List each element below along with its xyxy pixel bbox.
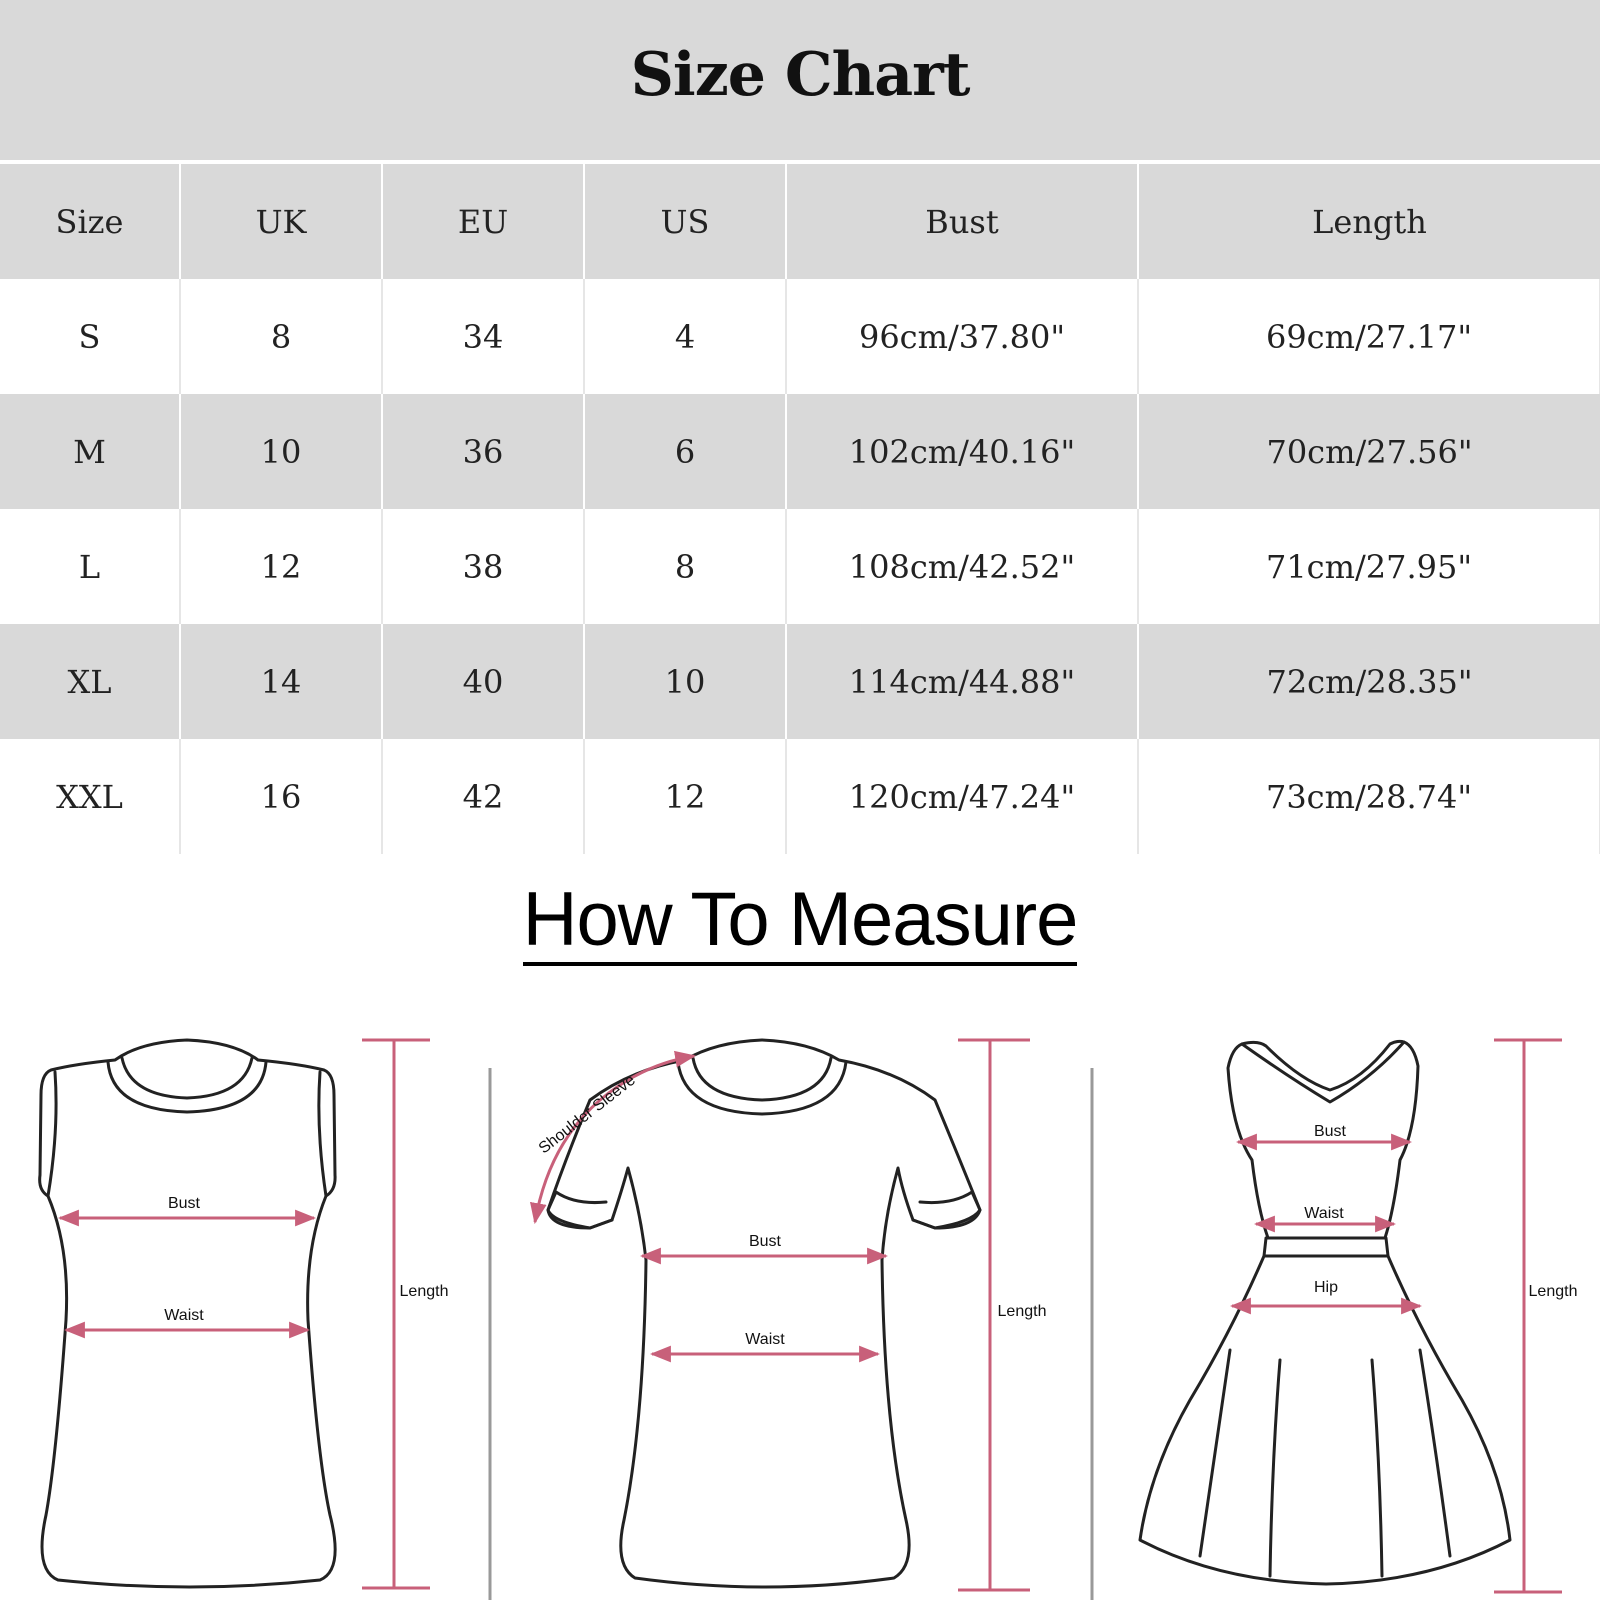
cell-bust: 96cm/37.80" — [786, 279, 1138, 394]
cell-us: 8 — [584, 509, 786, 624]
cell-eu: 38 — [382, 509, 584, 624]
measure-diagram — [0, 1000, 1600, 1600]
table-row — [0, 509, 1600, 624]
cell-size: XXL — [0, 739, 180, 854]
header-size: Size — [0, 164, 180, 279]
cell-us: 6 — [584, 394, 786, 509]
table-row — [0, 279, 1600, 394]
table-row — [0, 394, 1600, 509]
dress-length-label: Length — [1528, 1283, 1578, 1300]
cell-size: L — [0, 509, 180, 624]
tshirt-bust-label: Bust — [748, 1233, 782, 1250]
tank-length-label: Length — [399, 1283, 449, 1300]
header-length: Length — [1138, 164, 1600, 279]
cell-bust: 102cm/40.16" — [786, 394, 1138, 509]
header-us: US — [584, 164, 786, 279]
dress-measure-lines — [1232, 1040, 1562, 1592]
table-row — [0, 624, 1600, 739]
cell-bust: 114cm/44.88" — [786, 624, 1138, 739]
header-uk: UK — [180, 164, 382, 279]
cell-eu: 34 — [382, 279, 584, 394]
table-header-row — [0, 164, 1600, 279]
tank-waist-label: Waist — [164, 1307, 204, 1324]
cell-eu: 42 — [382, 739, 584, 854]
cell-size: S — [0, 279, 180, 394]
size-chart-title: Size Chart — [630, 40, 970, 110]
tank-top-measure-lines — [60, 1040, 430, 1588]
cell-uk: 10 — [180, 394, 382, 509]
cell-length: 69cm/27.17" — [1138, 279, 1600, 394]
cell-length: 71cm/27.95" — [1138, 509, 1600, 624]
how-to-measure-title: How To Measure — [523, 880, 1078, 966]
tshirt-waist-label: Waist — [745, 1331, 785, 1348]
size-table — [0, 164, 1600, 854]
header-bust: Bust — [786, 164, 1138, 279]
cell-us: 4 — [584, 279, 786, 394]
cell-uk: 16 — [180, 739, 382, 854]
header-eu: EU — [382, 164, 584, 279]
cell-size: XL — [0, 624, 180, 739]
cell-size: M — [0, 394, 180, 509]
tshirt-measure-lines — [535, 1040, 1030, 1590]
cell-bust: 120cm/47.24" — [786, 739, 1138, 854]
cell-length: 73cm/28.74" — [1138, 739, 1600, 854]
cell-uk: 12 — [180, 509, 382, 624]
how-to-measure-heading — [0, 877, 1600, 966]
tshirt-shoulder-sleeve-label: Shoulder Sleeve — [535, 1071, 639, 1158]
cell-bust: 108cm/42.52" — [786, 509, 1138, 624]
tank-bust-label: Bust — [167, 1195, 201, 1212]
tshirt-length-label: Length — [997, 1303, 1047, 1320]
cell-uk: 8 — [180, 279, 382, 394]
dress-waist-label: Waist — [1304, 1205, 1344, 1222]
cell-length: 70cm/27.56" — [1138, 394, 1600, 509]
dress-bust-label: Bust — [1313, 1123, 1347, 1140]
cell-eu: 36 — [382, 394, 584, 509]
cell-us: 12 — [584, 739, 786, 854]
cell-us: 10 — [584, 624, 786, 739]
cell-uk: 14 — [180, 624, 382, 739]
cell-length: 72cm/28.35" — [1138, 624, 1600, 739]
dress-hip-label: Hip — [1313, 1279, 1339, 1296]
cell-eu: 40 — [382, 624, 584, 739]
tshirt-figure — [548, 1040, 980, 1587]
table-row — [0, 739, 1600, 854]
